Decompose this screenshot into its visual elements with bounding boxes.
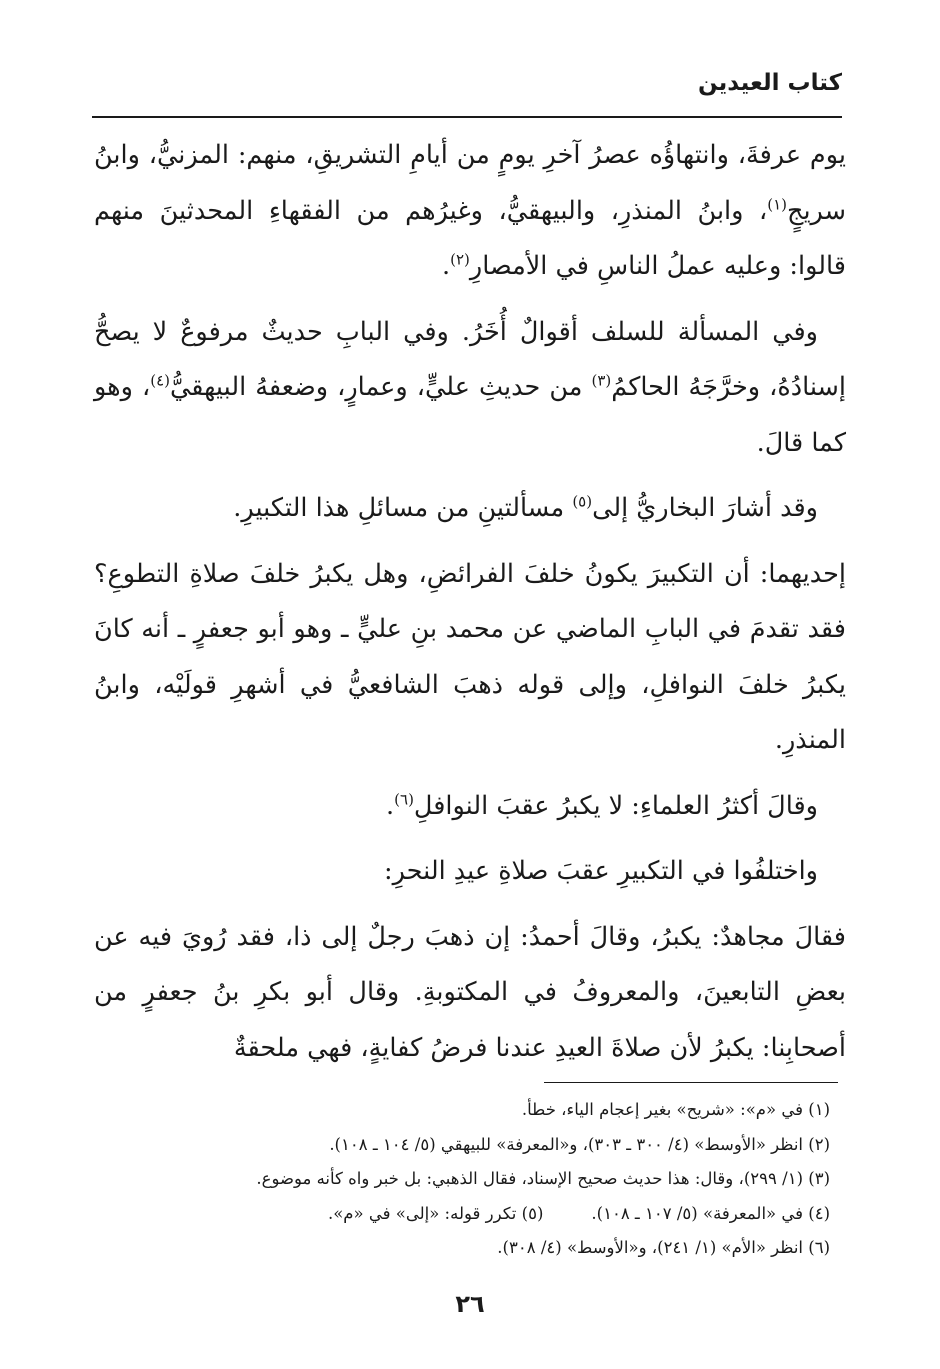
paragraph-6: واختلفُوا في التكبيرِ عقبَ صلاةِ عيدِ النحرِ: <box>384 856 818 886</box>
footnote-ref[interactable]: (٣) <box>591 371 612 390</box>
footnote-pair <box>100 1197 830 1232</box>
paragraph-7: فقالَ مجاهدٌ: يكبرُ، وقالَ أحمدُ: إن ذهبَ رجلٌ إلى ذا، فقد رُويَ فيه عن بعضِ التابعينَ، والمعروفُ في المكتوبةِ. وقال أبو بكرِ بنُ جعفرٍ من أصحابِنا: يكبرُ لأن صلاةَ العيدِ عندنا فرضُ كفايةٍ، فهي ملحقةٌ <box>94 921 846 1063</box>
footnote-ref[interactable]: (٥) <box>572 492 593 511</box>
header-rule <box>92 116 842 118</box>
main-text <box>94 128 846 1086</box>
footnotes <box>100 1093 830 1266</box>
footnote-6: (٦) انظر «الأم» (١/ ٢٤١)، و«الأوسط» (٤/ ٣٠٨). <box>497 1238 830 1257</box>
footnote-3: (٣) (١/ ٢٩٩)، وقال: هذا حديث صحيح الإسناد، فقال الذهبي: بل خبر واه كأنه موضوع. <box>256 1169 830 1188</box>
footnote-2: (٢) انظر «الأوسط» (٤/ ٣٠٠ ـ ٣٠٣)، و«المعرفة» للبيهقي (٥/ ١٠٤ ـ ١٠٨). <box>329 1134 830 1154</box>
paragraph-4: إحديهما: أن التكبيرَ يكونُ خلفَ الفرائضِ، وهل يكبرُ خلفَ صلاةِ التطوعِ؟ فقد تقدمَ في البابِ الماضي عن محمد بنِ عليٍّ ـ وهو أبو جعفرٍ ـ أنه كانَ يكبرُ خلفَ النوافلِ، وإلى قوله ذهبَ الشافعيُّ في أشهرِ قولَيْه، وابنُ المنذرِ. <box>94 558 846 755</box>
footnote-4: (٤) في «المعرفة» (٥/ ١٠٧ ـ ١٠٨). <box>591 1203 830 1223</box>
paragraph-2: وفي المسألة للسلف أقوالٌ أُخَرُ. وفي البابِ حديثٌ مرفوعٌ لا يصحُّ إسنادُهُ، وخرَّجَهُ الحاكمُ$^{(٣)}$ من حديثِ عليٍّ، وعمارٍ، وضعفهُ البيهقيُّ$^{(٤)}$، وهو كما قالَ. <box>94 316 846 458</box>
page-number: ٢٦ <box>455 1290 485 1318</box>
footnote-1: (١) في «م»: «شريح» بغير إعجام الياء، خطأ. <box>521 1100 830 1119</box>
footnote-ref[interactable]: (٦) <box>394 790 414 808</box>
paragraph-3: وقد أشارَ البخاريُّ إلى$^{(٥)}$ مسألتينِ من مسائلِ هذا التكبيرِ. <box>233 492 818 523</box>
running-head-title: كتاب العيدين <box>697 70 842 96</box>
paragraph-1: يوم عرفةَ، وانتهاؤُه عصرُ آخرِ يومٍ من أيامِ التشريقِ، منهم: المزنيُّ، وابنُ سريجٍ$^{(١)}$، وابنُ المنذرِ، والبيهقيُّ، وغيرُهم من الفقهاءِ المحدثينَ منهم قالوا: وعليه عملُ الناسِ في الأمصارِ$^{(٢)}$. <box>94 140 846 281</box>
footnote-ref[interactable]: (١) <box>767 195 787 213</box>
footnote-ref[interactable]: (٢) <box>450 250 470 269</box>
footnote-5: (٥) تكرر قوله: «إلى» في «م». <box>327 1203 544 1223</box>
paragraph-5: وقالَ أكثرُ العلماءِ: لا يكبرُ عقبَ النوافلِ$^{(٦)}$. <box>386 790 818 821</box>
footnote-ref[interactable]: (٤) <box>150 371 171 390</box>
footnote-rule <box>544 1082 838 1083</box>
